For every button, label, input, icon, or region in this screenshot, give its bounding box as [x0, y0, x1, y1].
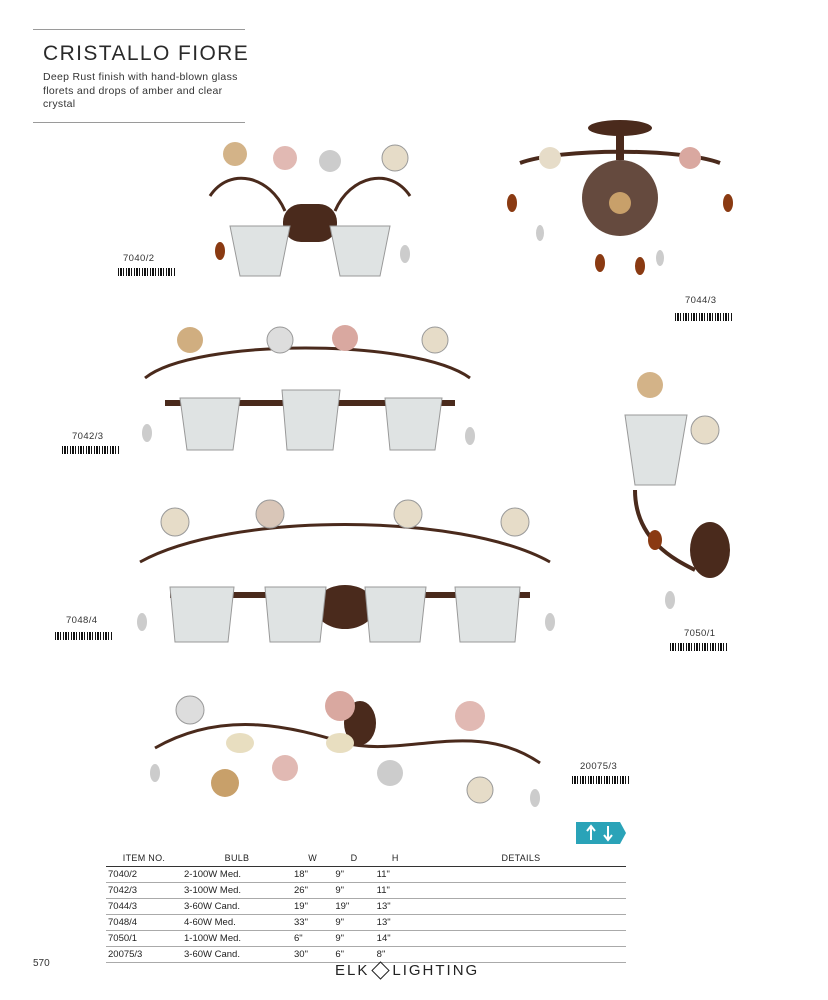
table-row [106, 867, 626, 883]
cell-w: 18" [292, 867, 333, 883]
cell-item: 7040/2 [106, 867, 182, 883]
table-row [106, 915, 626, 931]
fixture-7050-1-image [615, 370, 735, 615]
cell-details [416, 947, 626, 963]
cell-item: 20075/3 [106, 947, 182, 963]
cell-details [416, 899, 626, 915]
cell-d: 9" [333, 915, 374, 931]
fixture-20075-3-image [145, 688, 550, 813]
product-code: 7044/3 [685, 295, 717, 306]
fixture-7040-2-image [190, 136, 430, 286]
table-row [106, 931, 626, 947]
cell-w: 30" [292, 947, 333, 963]
cell-h: 8" [375, 947, 416, 963]
cell-h: 11" [375, 867, 416, 883]
up-down-mounting-icon [576, 820, 626, 846]
page-number: 570 [33, 958, 50, 969]
header-height: H [375, 852, 416, 867]
cell-h: 14" [375, 931, 416, 947]
diamond-icon [372, 961, 390, 979]
fixture-7044-3-image [500, 118, 740, 283]
cell-details [416, 931, 626, 947]
cell-d: 9" [333, 931, 374, 947]
barcode [572, 776, 630, 784]
barcode [55, 632, 113, 640]
cell-item: 7044/3 [106, 899, 182, 915]
cell-details [416, 883, 626, 899]
product-code: 7040/2 [123, 253, 155, 264]
cell-d: 9" [333, 883, 374, 899]
cell-item: 7042/3 [106, 883, 182, 899]
product-code: 7048/4 [66, 615, 98, 626]
cell-bulb: 3-60W Cand. [182, 947, 292, 963]
cell-w: 26" [292, 883, 333, 899]
cell-details [416, 915, 626, 931]
cell-item: 7048/4 [106, 915, 182, 931]
cell-h: 13" [375, 915, 416, 931]
header-width: W [292, 852, 333, 867]
fixture-7048-4-image [130, 492, 560, 654]
cell-bulb: 3-100W Med. [182, 883, 292, 899]
cell-bulb: 3-60W Cand. [182, 899, 292, 915]
cell-bulb: 4-60W Med. [182, 915, 292, 931]
barcode [675, 313, 733, 321]
page-title: CRISTALLO FIORE [43, 42, 250, 65]
table-row [106, 947, 626, 963]
header-rule-bottom [33, 122, 245, 123]
cell-item: 7050/1 [106, 931, 182, 947]
cell-d: 6" [333, 947, 374, 963]
brand-right: LIGHTING [392, 962, 480, 979]
fixture-7042-3-image [135, 318, 480, 458]
barcode [62, 446, 120, 454]
cell-h: 13" [375, 899, 416, 915]
header-details: DETAILS [416, 852, 626, 867]
spec-table [106, 852, 626, 963]
cell-details [416, 867, 626, 883]
product-code: 20075/3 [580, 761, 618, 772]
spec-table-header [106, 852, 626, 867]
product-code: 7042/3 [72, 431, 104, 442]
header-depth: D [333, 852, 374, 867]
cell-w: 19" [292, 899, 333, 915]
barcode [118, 268, 176, 276]
cell-bulb: 1-100W Med. [182, 931, 292, 947]
brand-logo [335, 962, 479, 979]
header-item-no: ITEM NO. [106, 852, 182, 867]
cell-w: 33" [292, 915, 333, 931]
cell-d: 19" [333, 899, 374, 915]
header-bulb: BULB [182, 852, 292, 867]
brand-left: ELK [335, 962, 370, 979]
cell-h: 11" [375, 883, 416, 899]
table-row [106, 899, 626, 915]
product-code: 7050/1 [684, 628, 716, 639]
table-row [106, 883, 626, 899]
cell-bulb: 2-100W Med. [182, 867, 292, 883]
barcode [670, 643, 728, 651]
cell-w: 6" [292, 931, 333, 947]
page-subtitle: Deep Rust finish with hand-blown glass florets and drops of amber and clear crystal [43, 71, 238, 110]
header-rule-top [33, 29, 245, 30]
cell-d: 9" [333, 867, 374, 883]
